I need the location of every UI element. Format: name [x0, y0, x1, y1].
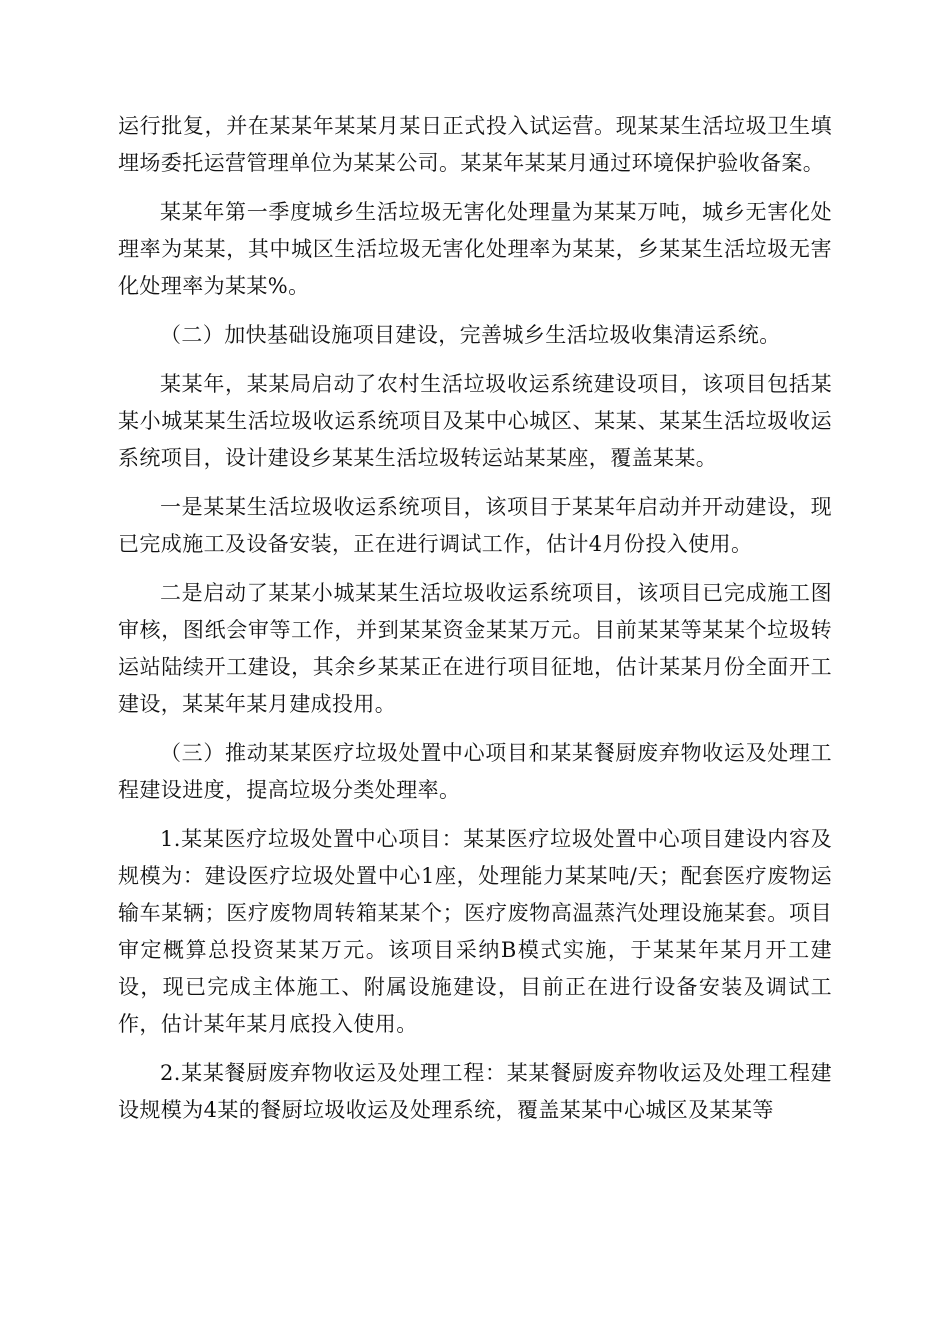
- paragraph-approval-operation: 运行批复，并在某某年某某月某日正式投入试运营。现某某生活垃圾卫生填埋场委托运营管理单位为某某公司。某某年某某月通过环境保护验收备案。: [118, 114, 832, 175]
- paragraph-rural-collection-project: 某某年，某某局启动了农村生活垃圾收运系统建设项目，该项目包括某某小城某某生活垃圾收运系统项目及某中心城区、某某、某某生活垃圾收运系统项目，设计建设乡某某生活垃圾转运站某某座，覆盖某某。: [118, 372, 832, 470]
- paragraph-kitchen-waste-project: 2.某某餐厨废弃物收运及处理工程：某某餐厨废弃物收运及处理工程建设规模为4某的餐厨垃圾收运及处理系统，覆盖某某中心城区及某某等: [118, 1061, 832, 1122]
- paragraph-first-quarter-treatment: 某某年第一季度城乡生活垃圾无害化处理量为某某万吨，城乡无害化处理率为某某，其中城区生活垃圾无害化处理率为某某，乡某某生活垃圾无害化处理率为某某%。: [118, 200, 832, 298]
- paragraph-item-two: 二是启动了某某小城某某生活垃圾收运系统项目，该项目已完成施工图审核，图纸会审等工作，并到某某资金某某万元。目前某某等某某个垃圾转运站陆续开工建设，其余乡某某正在进行项目征地，估计某某月份全面开工建设，某某年某月建成投用。: [118, 581, 832, 716]
- section-heading-2: （二）加快基础设施项目建设，完善城乡生活垃圾收集清运系统。: [160, 323, 781, 347]
- paragraph-medical-waste-center: 1.某某医疗垃圾处置中心项目：某某医疗垃圾处置中心项目建设内容及规模为：建设医疗垃圾处置中心1座，处理能力某某吨/天；配套医疗废物运输车某辆；医疗废物周转箱某某个；医疗废物高温蒸汽处理设施某套。项目审定概算总投资某某万元。该项目采纳B模式实施，于某某年某月开工建设，现已完成主体施工、附属设施建设，目前正在进行设备安装及调试工作，估计某年某月底投入使用。: [118, 827, 832, 1036]
- paragraph-item-one: 一是某某生活垃圾收运系统项目，该项目于某某年启动并开动建设，现已完成施工及设备安装，正在进行调试工作，估计4月份投入使用。: [118, 495, 832, 556]
- document-body: [118, 108, 832, 1141]
- section-heading-3: （三）推动某某医疗垃圾处置中心项目和某某餐厨废弃物收运及处理工程建设进度，提高垃圾分类处理率。: [118, 741, 832, 802]
